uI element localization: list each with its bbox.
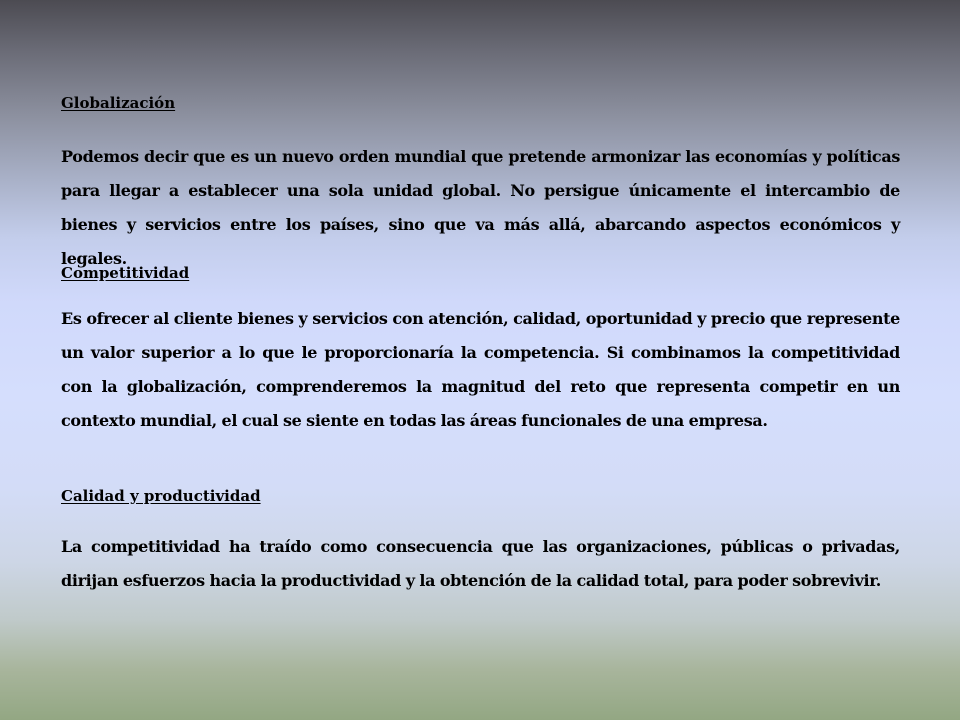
heading-globalizacion: Globalización: [61, 94, 176, 112]
paragraph-competitividad: Es ofrecer al cliente bienes y servicios con atención, calidad, oportunidad y precio que represente un valor superior a lo que le proporcionaría la competencia. Si combinamos la competitividad con la globalización, comprenderemos la magnitud del reto que representa competir en un contexto mundial, el cual se siente en todas las áreas funcionales de una empresa.: [61, 309, 900, 430]
heading-calidad-productividad: Calidad y productividad: [61, 487, 261, 505]
paragraph-calidad-productividad: La competitividad ha traído como consecuencia que las organizaciones, públicas o privadas, dirijan esfuerzos hacia la productividad y la obtención de la calidad total, para poder sobrevivir.: [61, 537, 900, 590]
paragraph-globalizacion: Podemos decir que es un nuevo orden mundial que pretende armonizar las economías y políticas para llegar a establecer una sola unidad global. No persigue únicamente el intercambio de bienes y servicios entre los países, sino que va más allá, abarcando aspectos económicos y legales.: [61, 147, 900, 268]
heading-competitividad: Competitividad: [61, 264, 190, 282]
